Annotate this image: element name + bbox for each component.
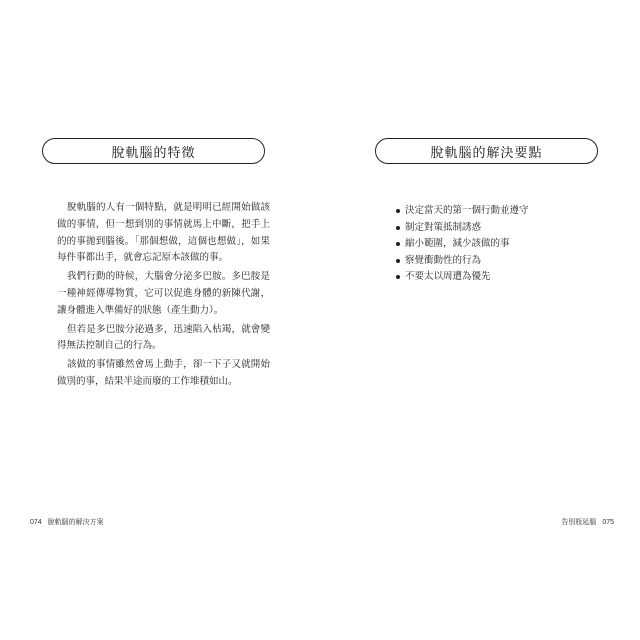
running-title: 脫軌腦的解決方案 xyxy=(47,518,104,526)
list-item xyxy=(396,269,529,286)
section-title-box xyxy=(42,138,265,164)
list-item-text: 決定當天的第一個行動並遵守 xyxy=(405,205,529,216)
list-item xyxy=(396,253,529,270)
list-item xyxy=(396,236,529,253)
paragraph: 脫軌腦的人有一個特點，就是明明已經開始做該做的事情，但一想到別的事情就馬上中斷，把手上的的事拋到腦後。「那個想做，這個也想做」，如果每件事都出手，就會忘記原本該做的事。 xyxy=(57,202,270,264)
bullet-icon xyxy=(396,209,400,213)
paragraph: 但若是多巴胺分泌過多，迅速陷入枯竭，就會變得無法控制自己的行為。 xyxy=(57,323,270,352)
list-item-text: 縮小範圍，減少該做的事 xyxy=(405,238,510,249)
list-item-text: 不要太以周遭為優先 xyxy=(405,271,491,282)
section-title-box xyxy=(375,138,598,164)
body-text xyxy=(57,200,270,393)
page-footer xyxy=(561,517,614,527)
section-title: 脫軌腦的特徵 xyxy=(111,145,196,161)
bullet-list xyxy=(396,203,529,286)
running-title: 告別瓶延腦 xyxy=(561,518,597,526)
list-item xyxy=(396,203,529,220)
bullet-icon xyxy=(396,259,400,263)
list-item xyxy=(396,220,529,237)
bullet-icon xyxy=(396,226,400,230)
list-item-text: 制定對策抵制誘惑 xyxy=(405,221,482,233)
page-footer xyxy=(30,517,104,527)
list-item-text: 察覺衝動性的行為 xyxy=(405,254,482,266)
right-page xyxy=(320,0,640,640)
paragraph: 我們行動的時候，大腦會分泌多巴胺。多巴胺是一種神經傳導物質，它可以促進身體的新陳代謝，讓身體進入準備好的狀態（產生動力）。 xyxy=(57,271,270,316)
bullet-icon xyxy=(396,275,400,279)
page-number: 075 xyxy=(602,518,614,526)
section-title: 脫軌腦的解決要點 xyxy=(430,145,543,161)
bullet-icon xyxy=(396,242,400,246)
paragraph: 該做的事情雖然會馬上動手，卻一下子又就開始做別的事，結果半途而廢的工作堆積如山。 xyxy=(57,359,270,387)
page-number: 074 xyxy=(30,518,42,526)
